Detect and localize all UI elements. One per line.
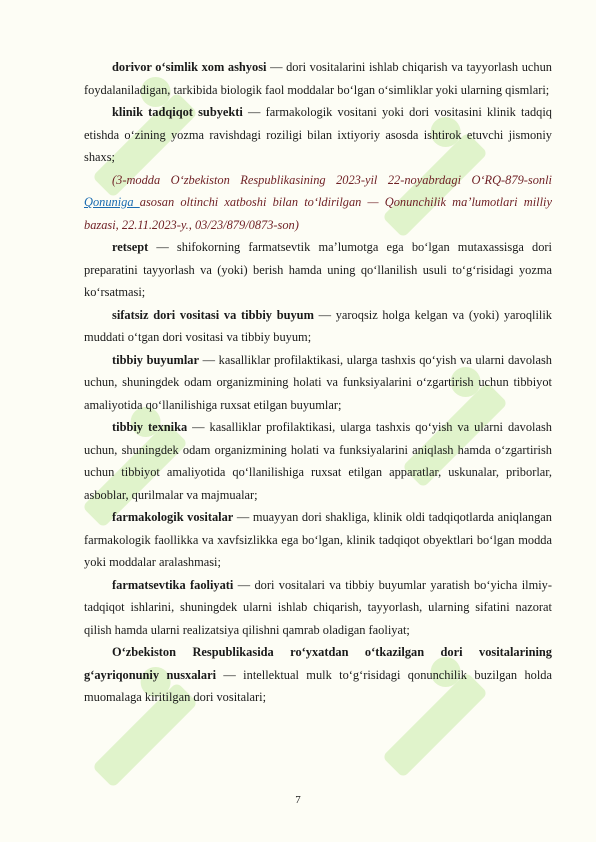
definition-term: tibbiy buyumlar bbox=[112, 352, 199, 367]
definition-paragraph bbox=[84, 304, 552, 349]
definition-term: klinik tadqiqot subyekti bbox=[112, 105, 243, 119]
document-body bbox=[84, 56, 552, 709]
definition-paragraph bbox=[84, 349, 552, 417]
definition-paragraph bbox=[84, 101, 552, 169]
definition-term: O‘zbekiston Respublikasida ro‘yxatdan o‘tkazilgan dori vositalarining g‘ayriqonuniy nusxalari bbox=[84, 645, 552, 682]
definition-paragraph bbox=[84, 641, 552, 709]
note-text: asosan oltinchi xatboshi bilan to‘ldirilgan — Qonunchilik ma’lumotlari milliy bazasi, 22.11.2023-y., 03/23/879/0873-son) bbox=[84, 195, 552, 232]
definition-text: — muayyan dori shakliga, klinik oldi tadqiqotlarda aniqlangan farmakologik faollikka va xavfsizlikka ega bo‘lgan, klinik tadqiqot obyektlari bo‘lgan modda yoki moddalar aralashmasi; bbox=[84, 510, 552, 569]
definition-term: farmakologik vositalar bbox=[112, 510, 234, 524]
definition-paragraph bbox=[84, 236, 552, 304]
definition-text: — intellektual mulk to‘g‘risidagi qonunchilik buzilgan holda muomalaga kiritilgan dori vositalari; bbox=[84, 667, 552, 704]
amendment-note bbox=[84, 169, 552, 237]
definition-term: farmatsevtika faoliyati bbox=[112, 577, 234, 592]
definition-term: retsept bbox=[112, 240, 149, 254]
definition-paragraph bbox=[84, 574, 552, 642]
definition-text: — dori vositalarini ishlab chiqarish va tayyorlash uchun foydalaniladigan, tarkibida biologik faol moddalar bo‘lgan o‘simliklar yoki ularning qismlari; bbox=[84, 60, 552, 97]
definition-paragraph bbox=[84, 416, 552, 506]
definition-term: dorivor o‘simlik xom ashyosi bbox=[112, 60, 267, 74]
note-text: (3-modda O‘zbekiston Respublikasining 2023-yil 22-noyabrdagi O‘RQ-879-sonli bbox=[112, 172, 552, 187]
definition-paragraph bbox=[84, 56, 552, 101]
definition-text: — yaroqsiz holga kelgan va (yoki) yaroqlilik muddati o‘tgan dori vositasi va tibbiy buyum; bbox=[84, 307, 552, 344]
law-link[interactable]: Qonuniga bbox=[84, 195, 140, 209]
definition-text: — kasalliklar profilaktikasi, ularga tashxis qo‘yish va ularni davolash uchun, shuningdek odam organizmining holati va funksiyalarini o‘zgartirish uchun tibbiyot amaliyotida qo‘llanilishiga ruxsat etilgan buyumlar; bbox=[84, 352, 552, 412]
definition-paragraph bbox=[84, 506, 552, 574]
definition-term: tibbiy texnika bbox=[112, 420, 188, 434]
definition-term: sifatsiz dori vositasi va tibbiy buyum bbox=[112, 307, 314, 322]
definition-text: — shifokorning farmatsevtik ma’lumotga ega bo‘lgan mutaxassisga dori preparatini tayyorlash va (yoki) berish hamda uning qo‘llanilish usuli to‘g‘risidagi yozma ko‘rsatmasi; bbox=[84, 240, 552, 299]
page-number: 7 bbox=[295, 794, 301, 806]
definition-text: — farmakologik vositani yoki dori vositasini klinik tadqiq etishda o‘zining yozma ravishdagi roziligi bilan ixtiyoriy asosda ishtirok etuvchi jismoniy shaxs; bbox=[84, 105, 553, 164]
definition-text: — kasalliklar profilaktikasi, ularga tashxis qo‘yish va ularni davolash uchun, shuningdek odam organizmining holati va funksiyalarini aniqlash hamda o‘zgartirish uchun tibbiyot amaliyotida qo‘llanilishiga ruxsat etilgan apparatlar, uskunalar, priborlar, asboblar, qurilmalar va majmualar; bbox=[84, 420, 553, 502]
definition-text: — dori vositalari va tibbiy buyumlar yaratish bo‘yicha ilmiy-tadqiqot ishlarini, shuningdek ularni ishlab chiqarish, tayyorlash, ularning sifatini nazorat qilish hamda ularni realizatsiya qilishni qamrab oladigan faoliyat; bbox=[84, 577, 552, 637]
